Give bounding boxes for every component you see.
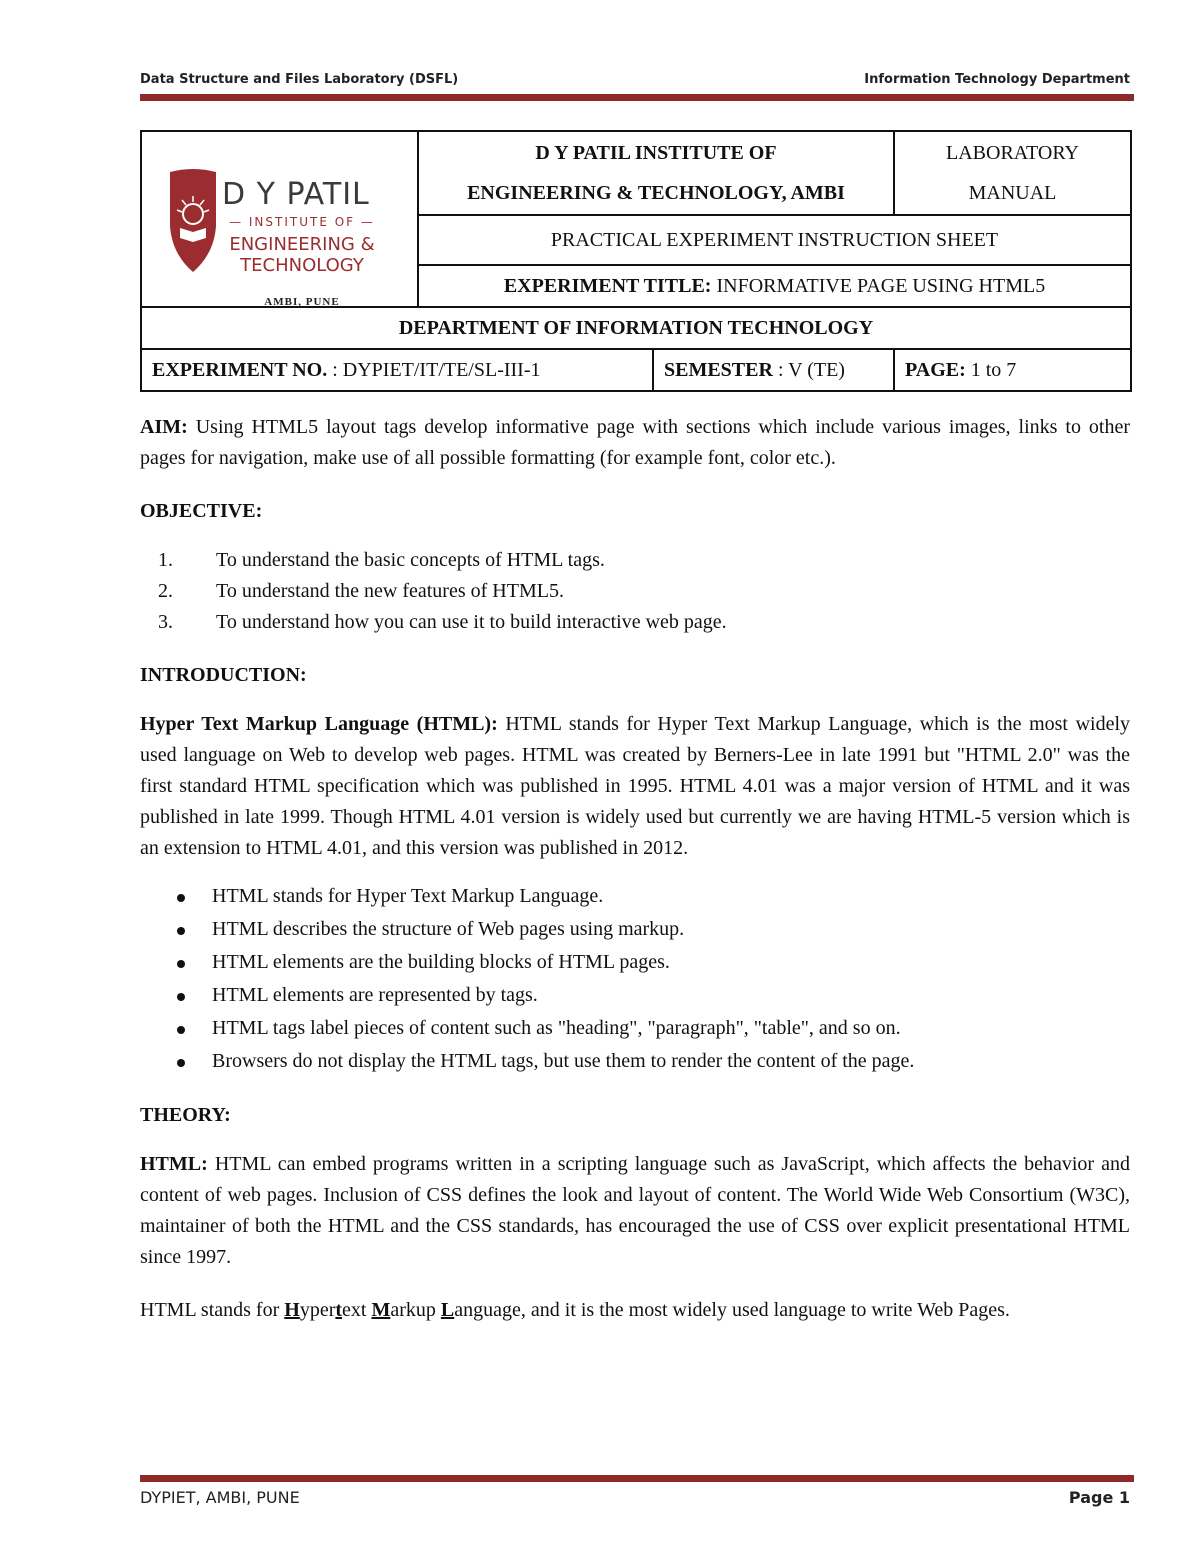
theory-p2-text: anguage, and it is the most widely used language to write Web Pages. <box>454 1299 1010 1321</box>
experiment-title-value: INFORMATIVE PAGE USING HTML5 <box>711 275 1046 297</box>
introduction-bullet-list <box>140 880 1130 1078</box>
experiment-title-cell <box>418 265 1131 307</box>
footer-institute: DYPIET, AMBI, PUNE <box>140 1488 300 1507</box>
institute-logo <box>142 132 417 306</box>
institute-name-line1: D Y PATIL INSTITUTE OF <box>535 142 777 164</box>
manual-cell <box>894 131 1131 215</box>
instruction-sheet-cell: PRACTICAL EXPERIMENT INSTRUCTION SHEET <box>418 215 1131 265</box>
footer-page-number: Page 1 <box>1068 1488 1130 1507</box>
semester-cell <box>653 349 894 391</box>
title-block-table <box>140 130 1132 392</box>
institute-name-cell <box>418 131 894 215</box>
logo-text-technology-line: TECHNOLOGY <box>240 254 364 276</box>
logo-text-dy-patil: D Y PATIL <box>222 177 370 212</box>
list-item: 2. To understand the new features of HTML5. <box>178 576 1130 607</box>
list-item: 1. To understand the basic concepts of HTML tags. <box>178 545 1130 576</box>
page-range-label: PAGE: <box>905 359 966 381</box>
logo-text-institute-of: — INSTITUTE OF — <box>229 215 375 229</box>
theory-html-text: HTML can embed programs written in a scripting language such as JavaScript, which affects the behavior and content of web pages. Inclusion of CSS defines the look and layout of content. The World Wide Web Consortium (W3C), maintainer of both the HTML and the CSS standards, has encouraged the use of CSS over explicit presentational HTML since 1997. <box>140 1153 1130 1268</box>
logo-cell <box>141 131 418 307</box>
introduction-paragraph <box>140 709 1130 864</box>
page-range-value: 1 to 7 <box>965 359 1017 381</box>
semester-value: : V (TE) <box>772 359 845 381</box>
theory-p2-text: arkup <box>390 1299 441 1321</box>
objective-list <box>140 545 1130 638</box>
theory-heading: THEORY: <box>140 1104 231 1126</box>
semester-label: SEMESTER <box>664 359 773 381</box>
theory-p2-text: ext <box>342 1299 372 1321</box>
shield-icon <box>168 166 218 274</box>
aim-text: Using HTML5 layout tags develop informative page with sections which include various images, links to other pages for navigation, make use of all possible formatting (for example font, color etc.). <box>140 416 1130 469</box>
list-item: HTML stands for Hyper Text Markup Language. <box>140 880 1130 913</box>
theory-html-label: HTML: <box>140 1153 208 1175</box>
underlined-letter: L <box>440 1299 455 1321</box>
theory-p2-text: yper <box>299 1299 336 1321</box>
list-item: HTML elements are the building blocks of HTML pages. <box>140 946 1130 979</box>
page-header <box>140 72 1130 92</box>
experiment-number-value: : DYPIET/IT/TE/SL-III-1 <box>327 359 541 381</box>
introduction-text: HTML stands for Hyper Text Markup Language, which is the most widely used language on Web to develop web pages. HTML was created by Berners-Lee in late 1991 but "HTML 2.0" was the first standard HTML specification which was published in 1995. HTML 4.01 was a major version of HTML and it was published in late 1999. Though HTML 4.01 version is widely used but currently we are having HTML-5 version which is an extension to HTML 4.01, and this version was published in 2012. <box>140 713 1130 859</box>
objective-heading: OBJECTIVE: <box>140 500 263 522</box>
institute-name-line2: ENGINEERING & TECHNOLOGY, AMBI <box>467 182 845 204</box>
theory-paragraph-2 <box>140 1295 1130 1326</box>
introduction-label: Hyper Text Markup Language (HTML): <box>140 713 498 735</box>
theory-p2-text: HTML stands for <box>140 1299 285 1321</box>
underlined-letter: H <box>284 1299 300 1321</box>
list-item: HTML describes the structure of Web pages using markup. <box>140 913 1130 946</box>
page-range-cell <box>894 349 1131 391</box>
header-course-title: Data Structure and Files Laboratory (DSFL) <box>140 72 459 87</box>
list-item: Browsers do not display the HTML tags, but use them to render the content of the page. <box>140 1045 1130 1078</box>
aim-paragraph <box>140 412 1130 474</box>
theory-paragraph-1 <box>140 1149 1130 1273</box>
underlined-letter: t <box>335 1299 343 1321</box>
experiment-title-label: EXPERIMENT TITLE: <box>503 275 712 297</box>
logo-text-engineering-line: ENGINEERING & <box>229 234 375 255</box>
logo-text-engineering <box>222 235 382 276</box>
header-rule <box>140 94 1134 101</box>
experiment-number-label: EXPERIMENT NO. <box>152 359 328 381</box>
manual-line2: MANUAL <box>968 182 1057 204</box>
list-item: HTML elements are represented by tags. <box>140 979 1130 1012</box>
aim-label: AIM: <box>140 416 188 438</box>
footer-rule <box>140 1475 1134 1482</box>
logo-text-location: AMBI, PUNE <box>264 296 340 308</box>
introduction-heading: INTRODUCTION: <box>140 664 307 686</box>
list-item: HTML tags label pieces of content such as "heading", "paragraph", "table", and so on. <box>140 1012 1130 1045</box>
underlined-letter: M <box>371 1299 391 1321</box>
manual-line1: LABORATORY <box>946 142 1080 164</box>
department-cell: DEPARTMENT OF INFORMATION TECHNOLOGY <box>141 307 1131 349</box>
header-department: Information Technology Department <box>864 72 1130 87</box>
document-body <box>140 412 1130 1326</box>
list-item: 3. To understand how you can use it to build interactive web page. <box>178 607 1130 638</box>
experiment-number-cell <box>141 349 653 391</box>
